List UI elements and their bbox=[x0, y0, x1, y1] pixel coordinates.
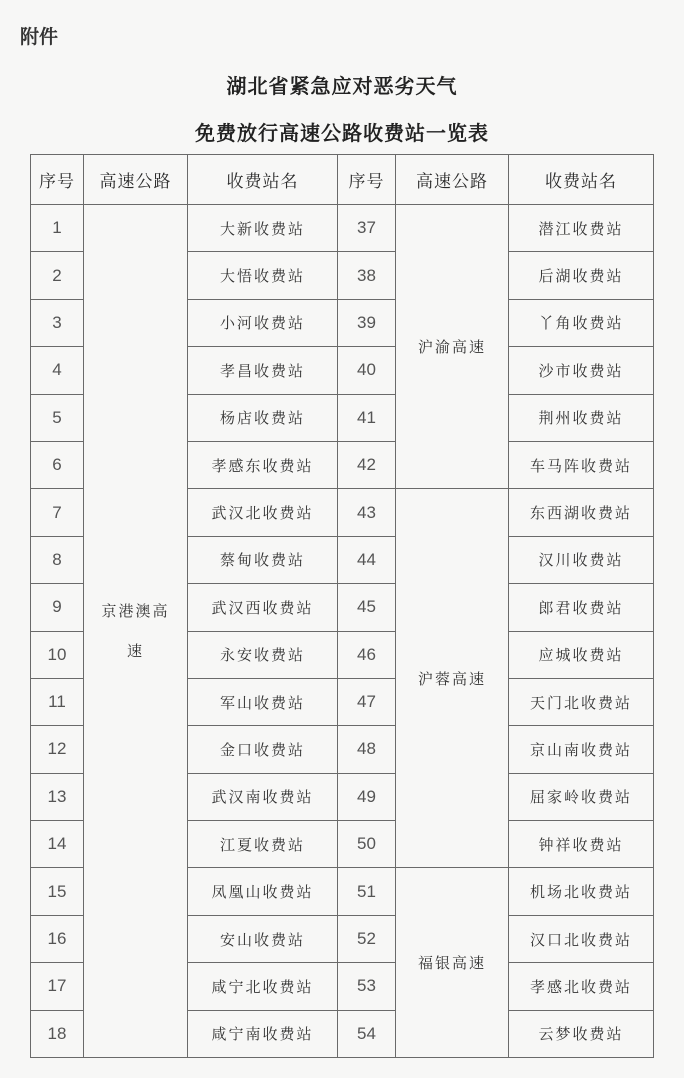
row-number: 15 bbox=[31, 868, 84, 915]
toll-station-table bbox=[30, 154, 654, 1058]
highway-cell bbox=[84, 205, 188, 1058]
column-header-index-right: 序号 bbox=[338, 155, 396, 205]
row-number: 16 bbox=[31, 915, 84, 962]
column-header-highway-right: 高速公路 bbox=[396, 155, 509, 205]
station-name: 后湖收费站 bbox=[509, 252, 654, 299]
row-number: 42 bbox=[338, 441, 396, 488]
highway-name: 沪渝高速 bbox=[417, 338, 486, 357]
station-name: 江夏收费站 bbox=[188, 821, 338, 868]
station-name: 汉川收费站 bbox=[509, 536, 654, 583]
attachment-label: 附件 bbox=[20, 26, 59, 48]
row-number: 43 bbox=[338, 489, 396, 536]
column-header-highway-left: 高速公路 bbox=[84, 155, 188, 205]
row-number: 12 bbox=[31, 726, 84, 773]
row-number: 52 bbox=[338, 915, 396, 962]
highway-cell bbox=[396, 205, 509, 489]
highway-name: 沪蓉高速 bbox=[417, 669, 486, 688]
station-name: 小河收费站 bbox=[188, 299, 338, 346]
document-title-line-1: 湖北省紧急应对恶劣天气 bbox=[226, 74, 458, 98]
station-name: 东西湖收费站 bbox=[509, 489, 654, 536]
station-name: 咸宁南收费站 bbox=[188, 1010, 338, 1057]
row-number: 5 bbox=[31, 394, 84, 441]
row-number: 48 bbox=[338, 726, 396, 773]
document-title-line-2: 免费放行高速公路收费站一览表 bbox=[195, 121, 489, 145]
highway-name: 京港澳高速 bbox=[101, 602, 170, 661]
column-header-index-left: 序号 bbox=[31, 155, 84, 205]
station-name: 丫角收费站 bbox=[509, 299, 654, 346]
table-header-row bbox=[31, 155, 654, 205]
station-name: 沙市收费站 bbox=[509, 347, 654, 394]
station-name: 天门北收费站 bbox=[509, 678, 654, 725]
station-name: 武汉南收费站 bbox=[188, 773, 338, 820]
highway-cell bbox=[396, 489, 509, 868]
station-name: 蔡甸收费站 bbox=[188, 536, 338, 583]
station-name: 杨店收费站 bbox=[188, 394, 338, 441]
column-header-station-left: 收费站名 bbox=[188, 155, 338, 205]
row-number: 4 bbox=[31, 347, 84, 394]
row-number: 41 bbox=[338, 394, 396, 441]
row-number: 18 bbox=[31, 1010, 84, 1057]
row-number: 39 bbox=[338, 299, 396, 346]
station-name: 车马阵收费站 bbox=[509, 441, 654, 488]
highway-name: 福银高速 bbox=[417, 954, 486, 973]
row-number: 3 bbox=[31, 299, 84, 346]
column-header-station-right: 收费站名 bbox=[509, 155, 654, 205]
row-number: 53 bbox=[338, 963, 396, 1010]
row-number: 6 bbox=[31, 441, 84, 488]
table-row bbox=[31, 205, 654, 252]
station-name: 金口收费站 bbox=[188, 726, 338, 773]
station-name: 孝昌收费站 bbox=[188, 347, 338, 394]
station-name: 钟祥收费站 bbox=[509, 821, 654, 868]
row-number: 46 bbox=[338, 631, 396, 678]
row-number: 54 bbox=[338, 1010, 396, 1057]
row-number: 51 bbox=[338, 868, 396, 915]
station-name: 汉口北收费站 bbox=[509, 915, 654, 962]
station-name: 孝感北收费站 bbox=[509, 963, 654, 1010]
station-name: 应城收费站 bbox=[509, 631, 654, 678]
station-name: 大悟收费站 bbox=[188, 252, 338, 299]
row-number: 40 bbox=[338, 347, 396, 394]
row-number: 8 bbox=[31, 536, 84, 583]
station-name: 武汉北收费站 bbox=[188, 489, 338, 536]
station-name: 云梦收费站 bbox=[509, 1010, 654, 1057]
station-name: 军山收费站 bbox=[188, 678, 338, 725]
station-name: 凤凰山收费站 bbox=[188, 868, 338, 915]
station-name: 咸宁北收费站 bbox=[188, 963, 338, 1010]
row-number: 14 bbox=[31, 821, 84, 868]
station-name: 荆州收费站 bbox=[509, 394, 654, 441]
station-name: 机场北收费站 bbox=[509, 868, 654, 915]
row-number: 11 bbox=[31, 678, 84, 725]
row-number: 49 bbox=[338, 773, 396, 820]
row-number: 38 bbox=[338, 252, 396, 299]
station-name: 孝感东收费站 bbox=[188, 441, 338, 488]
station-name: 屈家岭收费站 bbox=[509, 773, 654, 820]
station-name: 潜江收费站 bbox=[509, 205, 654, 252]
row-number: 9 bbox=[31, 584, 84, 631]
row-number: 17 bbox=[31, 963, 84, 1010]
station-name: 京山南收费站 bbox=[509, 726, 654, 773]
row-number: 47 bbox=[338, 678, 396, 725]
station-name: 永安收费站 bbox=[188, 631, 338, 678]
row-number: 50 bbox=[338, 821, 396, 868]
station-name: 武汉西收费站 bbox=[188, 584, 338, 631]
row-number: 2 bbox=[31, 252, 84, 299]
highway-cell bbox=[396, 868, 509, 1058]
station-name: 郎君收费站 bbox=[509, 584, 654, 631]
row-number: 7 bbox=[31, 489, 84, 536]
row-number: 10 bbox=[31, 631, 84, 678]
row-number: 13 bbox=[31, 773, 84, 820]
row-number: 44 bbox=[338, 536, 396, 583]
row-number: 45 bbox=[338, 584, 396, 631]
station-name: 大新收费站 bbox=[188, 205, 338, 252]
row-number: 37 bbox=[338, 205, 396, 252]
station-name: 安山收费站 bbox=[188, 915, 338, 962]
row-number: 1 bbox=[31, 205, 84, 252]
